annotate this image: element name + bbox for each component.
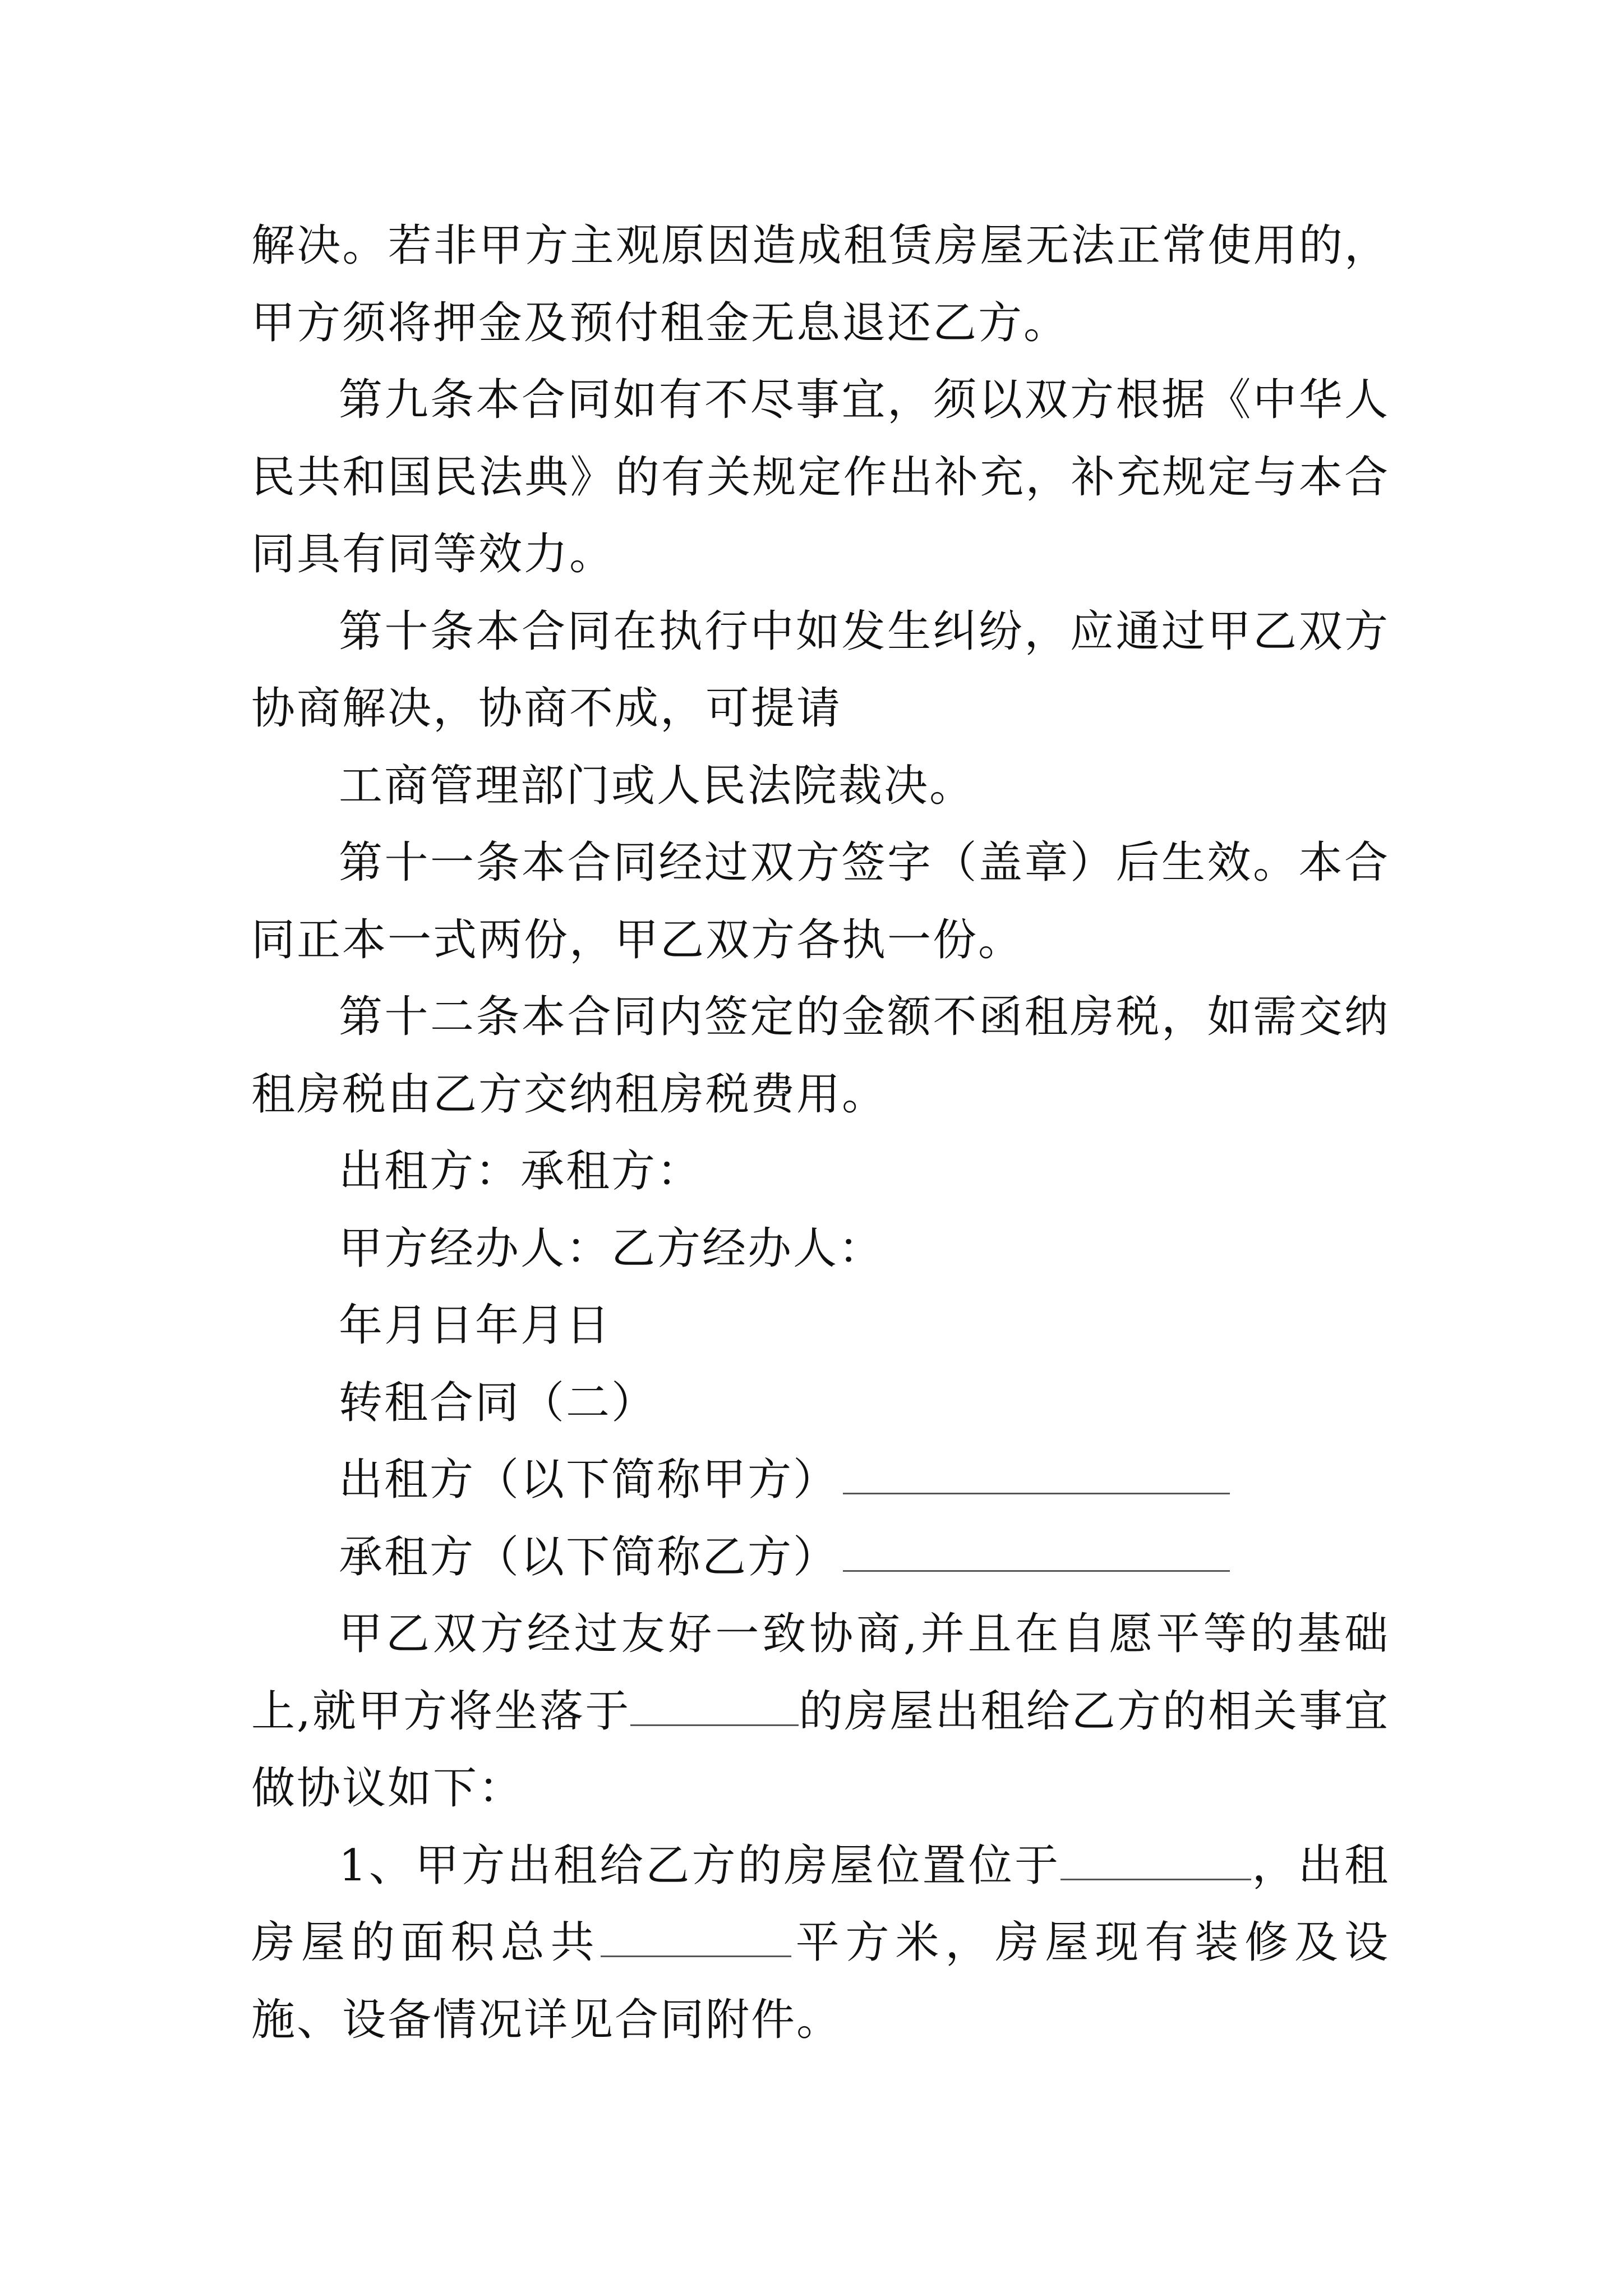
- paragraph-agreement-intro: [251, 1596, 1390, 1828]
- paragraph-article-10-continued: 工商管理部门或人民法院裁决。: [339, 760, 975, 811]
- house-position-blank: [1061, 1844, 1251, 1880]
- property-location-blank: [630, 1690, 799, 1726]
- house-area-blank: [601, 1921, 791, 1957]
- lessor-line: [251, 1442, 1390, 1519]
- signature-parties-line: 出租方：承租方：: [339, 1146, 703, 1197]
- agreement-intro-text-a: 甲乙双方经过友好一致协商,并且在自愿平等的基础上,就甲方将坐落于: [251, 1609, 1390, 1737]
- document-body: [251, 208, 1390, 2059]
- contract-two-title: 转租合同（二）: [339, 1377, 657, 1428]
- item-1-text-b: ，出租房屋的面积总共: [251, 1840, 1390, 1968]
- signature-dates-line: 年月日年月日: [339, 1300, 612, 1351]
- item-1-text-a: 1、甲方出租给乙方的房屋位置位于: [339, 1840, 1061, 1891]
- lessee-line: [251, 1519, 1390, 1596]
- item-1-text-c: 平方米，房屋现有装修及设施、设备情况详见合同附件。: [251, 1917, 1390, 2045]
- paragraph-article-12: 第十二条本合同内签定的金额不函租房税，如需交纳租房税由乙方交纳租房税费用。: [251, 992, 1390, 1120]
- paragraph-article-9: 第九条本合同如有不尽事宜，须以双方根据《中华人民共和国民法典》的有关规定作出补充，补充规定与本合同具有同等效力。: [251, 375, 1390, 579]
- paragraph-item-1: [251, 1828, 1390, 2059]
- lessee-blank: [843, 1535, 1230, 1572]
- signature-agents-line: 甲方经办人：乙方经办人：: [339, 1223, 884, 1274]
- lessor-label: 出租方（以下简称甲方）: [339, 1455, 839, 1505]
- lessee-label: 承租方（以下简称乙方）: [339, 1531, 839, 1582]
- paragraph-article-11: 第十一条本合同经过双方签字（盖章）后生效。本合同正本一式两份，甲乙双方各执一份。: [251, 838, 1390, 965]
- lessor-blank: [843, 1458, 1230, 1494]
- agreement-intro-text-b: 的房屋出租给乙方的相关事宜做协议如下：: [251, 1686, 1390, 1814]
- paragraph-refund-clause: 解决。若非甲方主观原因造成租赁房屋无法正常使用的，甲方须将押金及预付租金无息退还乙方。: [251, 220, 1390, 348]
- paragraph-article-10: 第十条本合同在执行中如发生纠纷，应通过甲乙双方协商解决，协商不成，可提请: [251, 606, 1390, 734]
